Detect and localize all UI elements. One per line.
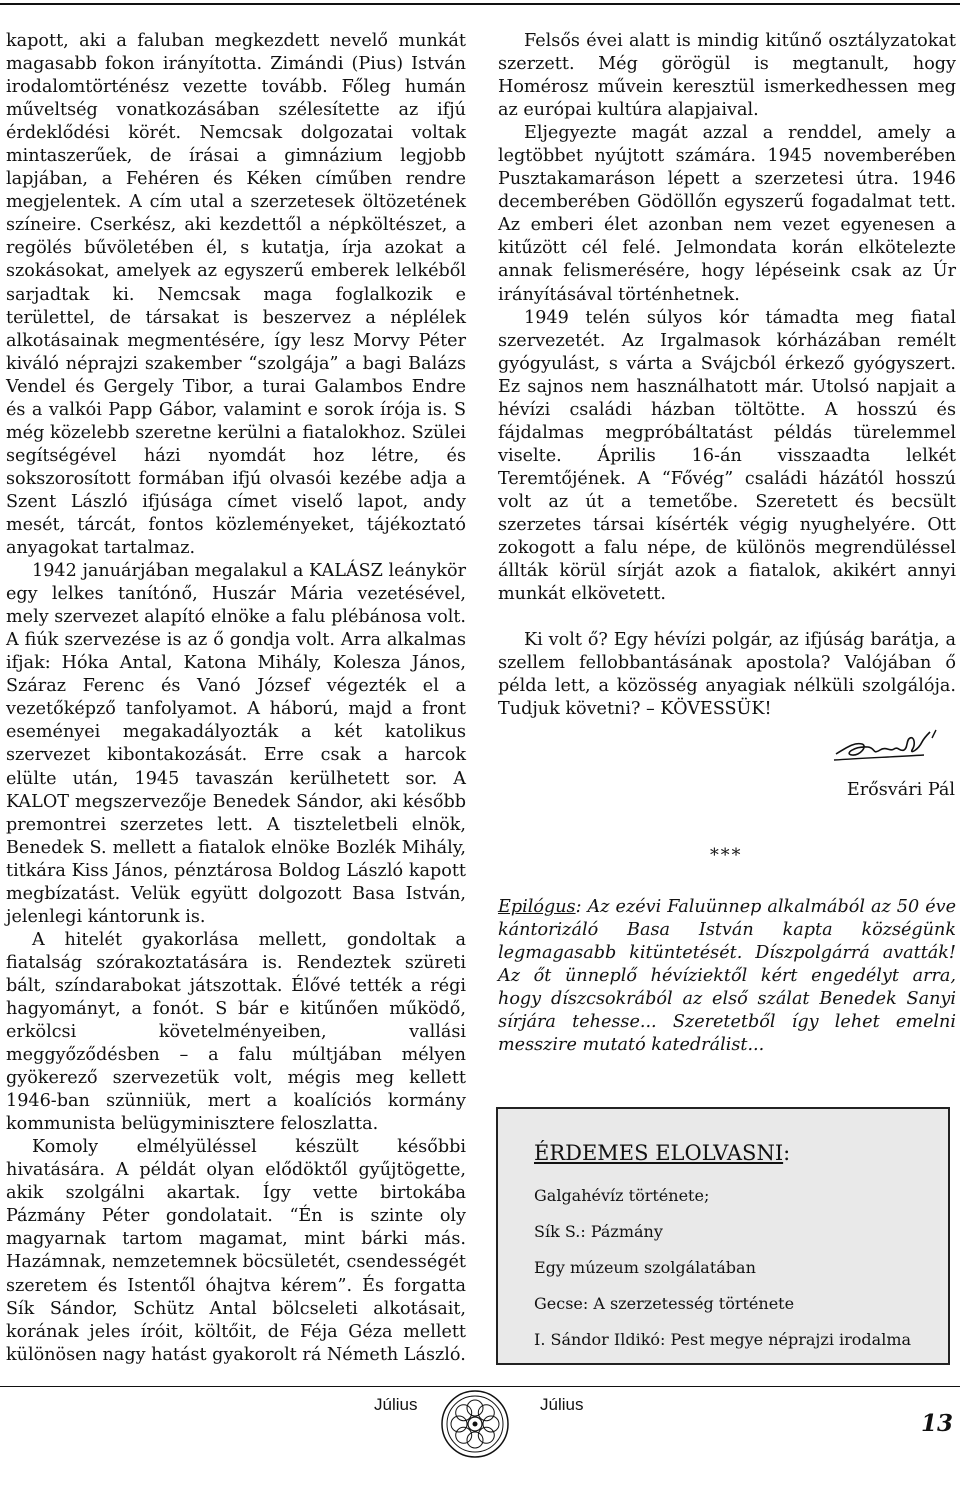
footer-month-left: Július bbox=[374, 1395, 418, 1414]
paragraph: A hitelét gyakorlása mellett, gondoltak a fiatalság szórakoztatására is. Rendeztek szüreti bált, színdarabokat játszottak. Élővé tették a régi hagyományt, a fonót. S bár e kitűnően működő, erkölcsi követelményeiben, vallási meggyőződésben – a falu múltjában mélyen gyökerező szervezetük volt, mégis meg kellett 1946-ban szünniük, mert a koalíciós kormány kommunista belügyminisztere feloszlatta. bbox=[6, 929, 466, 1135]
reading-item: Egy múzeum szolgálatában bbox=[534, 1258, 756, 1277]
top-rule bbox=[0, 3, 960, 5]
paragraph: Eljegyezte magát azzal a renddel, amely a legtöbbet nyújtott számára. 1945 novemberében Pusztakamaráson lépett a szerzetesi útra. 1946 decemberében Gödöllőn egyszerű fogadalmat tett. Az emberi élet azonban nem vezet egyenesen a kitűzött cél felé. Jelmondata korán elkötelezte annak felismerésére, hogy lépéseink csak az Úr irányításával történhetnek. bbox=[498, 123, 956, 305]
author-name: Erősvári Pál bbox=[846, 780, 955, 800]
rose-window-ornament bbox=[439, 1388, 511, 1460]
reading-recommendations-box bbox=[496, 1107, 950, 1365]
reading-item: Gecse: A szerzetesség története bbox=[534, 1294, 795, 1313]
left-column bbox=[6, 30, 466, 1367]
paragraph: Komoly elmélyüléssel készült későbbi hivatására. A példát olyan elődöktől gyűjtögette, akik szolgálni akartak. Így vette birtokába Pázmány Péter gondolatait. “Én is szinte oly magyarnak tartom magamat, mint bárki más. Hazámnak, nemzetemnek böcsületét, csendességét szeretem és Istentől óhajtva kérem”. És forgatta Sík Sándor, Schütz Antal bölcseleti alkotásait, korának jeles íróit, költőit, de Féja Géza mellett különösen nagy hatást gyakorolt rá Németh László. bbox=[6, 1137, 466, 1365]
reading-item: Galgahévíz története; bbox=[534, 1186, 710, 1205]
paragraph: Felsős évei alatt is mindig kitűnő osztályzatokat szerzett. Még görögül is megtanult, hogy Homérosz művein keresztül ismerkedhessen meg az európai kultúra alapjaival. bbox=[498, 31, 956, 121]
footer-month-right: Július bbox=[540, 1395, 584, 1414]
paragraph: 1949 telén súlyos kór támadta meg fiatal szervezetét. Az Irgalmasok kórházában remélt gyógyulást, s várta a Svájcból érkező gyógyszert. Ez sajnos nem használhatott már. Utolsó napjait a hévízi családi házban töltötte. A hosszú és fájdalmas megpróbáltatást példás türelemmel viselte. Április 16-án visszaadta lelkét Teremtőjének. A “Fővég” családi házától hosszú volt az út a temetőbe. Szeretett és becsült szerzetes társai kísérték végig nyughelyére. Ott zokogott a falu népe, de különös megrendüléssel állták körül sírját azok a fiatalok, akikért annyi munkát elkövetett. bbox=[498, 307, 956, 605]
section-separator: *** bbox=[710, 846, 743, 866]
page-number: 13 bbox=[920, 1410, 953, 1437]
paragraph: kapott, aki a faluban megkezdett nevelő munkát magasabb fokon irányította. Zimándi (Pius) István irodalomtörténész vezette tovább. Főleg humán műveltség vonatkozásában szélesítette az ifjú érdeklődési körét. Nemcsak dolgozatai voltak mintaszerűek, de írásai a gimnázium legjobb lapjában, a Fehéren és Kéken címűben rendre megjelentek. A cím utal a szerzetesek öltözetének színeire. Cserkész, aki kezdettől a népköltészet, a regölés bűvöletében él, s kutatja, írja azokat a szokásokat, amelyek az egyszerű emberek lelkéből sarjadtak ki. Nemcsak maga foglalkozik e területtel, de társakat is beszervez a néplélek alkotásainak megmentésére, így lesz Morvy Péter kiváló néprajzi szakember “szolgája” a bagi Balázs Vendel és Gergely Tibor, a turai Galambos Endre és a valkói Papp Gábor, valamint e sorok írója is. S még közelebb szeretne kerülni a fiatalokhoz. Szülei segítségével házi nyomdát hoz létre, és sokszorosított formában ifjú olvasói kezébe adja a Szent László ifjúsága címet viselő lapot, andy mesét, tárcát, fontos közleményeket, tájékoztató anyagokat tartalmaz. bbox=[6, 31, 466, 559]
epilogue-label: Epilógus bbox=[498, 897, 576, 917]
footer-rule bbox=[0, 1386, 960, 1387]
right-column bbox=[498, 30, 956, 721]
epilogue-text: : Az ezévi Faluünnep alkalmából az 50 éve kántorizáló Basa István kapta községünk legmagasabb kitüntetését. Díszpolgárrá avatták! Az őt ünneplő hévíziektől kért engedélyt arra, hogy díszcsokrából az első szálat Benedek Sanyi sírjára tehesse... Szeretetből így lehet emelni messzire mutató katedrálist... bbox=[498, 897, 956, 1056]
reading-item: Sík S.: Pázmány bbox=[534, 1222, 663, 1241]
epilogue bbox=[498, 896, 956, 1057]
box-title: ÉRDEMES ELOLVASNI: bbox=[534, 1141, 791, 1165]
handwritten-signature bbox=[832, 728, 942, 766]
paragraph: 1942 januárjában megalakul a KALÁSZ leánykör egy lelkes tanítónő, Huszár Mária vezetésével, mely szervezet alapító elnöke a falu plébánosa volt. A fiúk szervezése is az ő gondja volt. Arra alkalmas ifjak: Hóka Antal, Katona Mihály, Kolesza János, Száraz Ferenc és Vanó József végezték el a vezetőképző tanfolyamot. A háború, majd a front eseményei megakadályozták a két katolikus szervezet kibontakozását. Erre csak a harcok elülte után, 1945 tavaszán kerülhetett sor. A KALOT megszervezője Benedek Sándor, aki később premontrei szerzetes lett. A tiszteletbeli elnök, Benedek S. mellett a fiatalok elnöke Bozlék Mihály, titkára Kiss János, pénztárosa Boldog László kapott megbízatást. Velük együtt dolgozott Basa István, jelenlegi kántorunk is. bbox=[6, 561, 466, 927]
reading-item: I. Sándor Ildikó: Pest megye néprajzi irodalma bbox=[534, 1330, 912, 1349]
paragraph: Ki volt ő? Egy hévízi polgár, az ifjúság barátja, a szellem fellobbantásának apostola? Valójában ő példa lett, a közösség anyagiak nélküli szolgálója. Tudjuk követni? – KÖVESSÜK! bbox=[498, 630, 956, 720]
